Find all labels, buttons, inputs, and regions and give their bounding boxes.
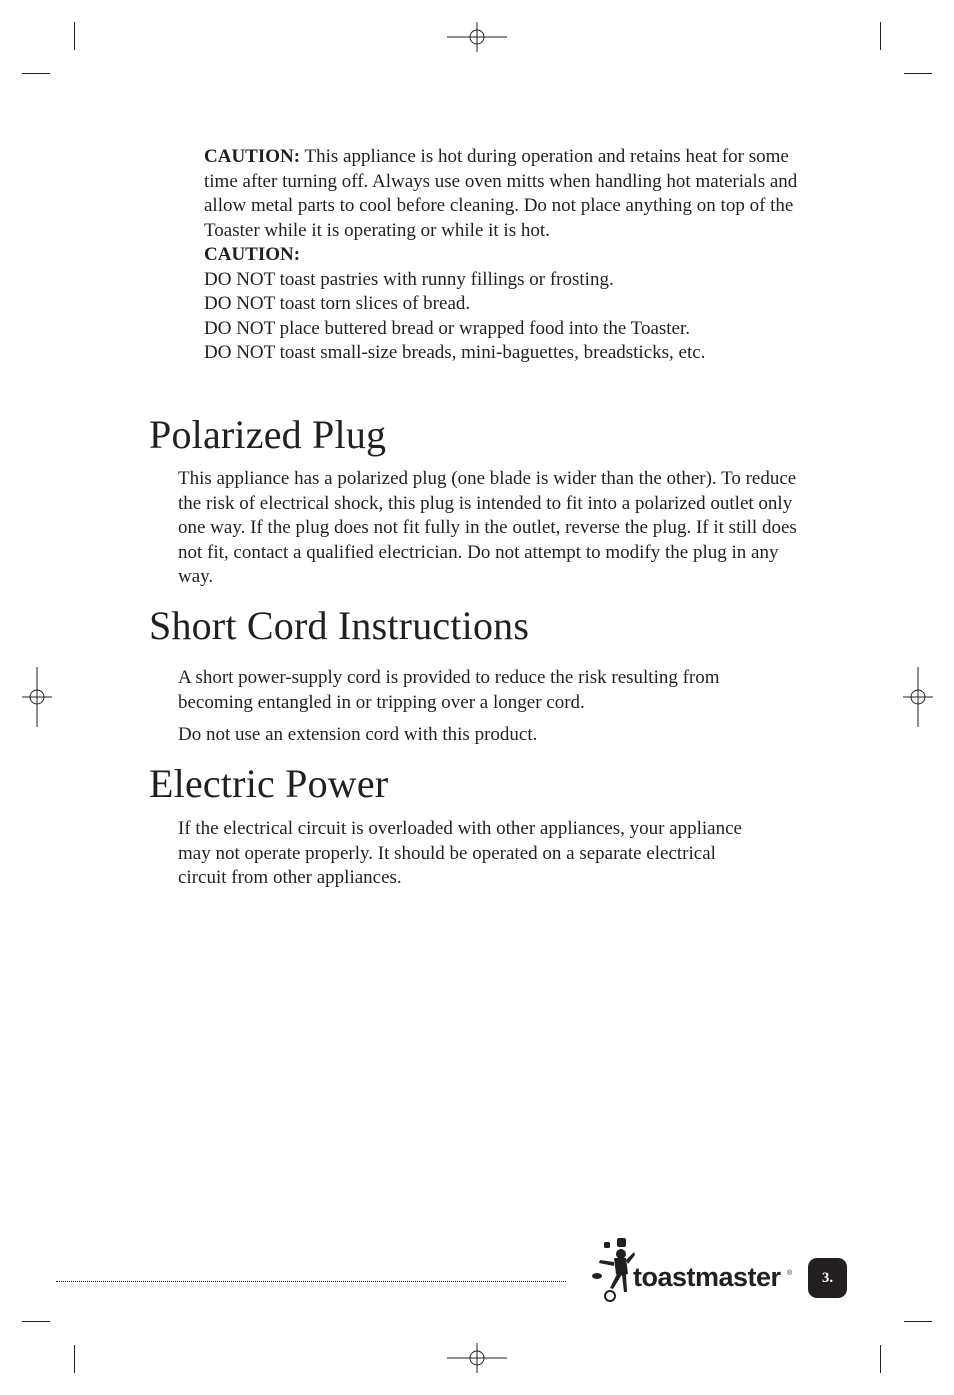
registration-mark-bottom xyxy=(447,1343,507,1373)
crop-mark-top-left-v xyxy=(74,22,75,50)
crop-mark-bottom-right-h xyxy=(904,1321,932,1322)
short-cord-text-2: Do not use an extension cord with this product. xyxy=(178,724,538,745)
caution-paragraph xyxy=(204,145,804,243)
registration-mark-right xyxy=(903,667,933,727)
registration-mark-left xyxy=(22,667,52,727)
caution-label: CAUTION: xyxy=(204,146,301,167)
short-cord-body xyxy=(178,666,778,748)
caution-item: DO NOT toast small-size breads, mini-baguettes, breadsticks, etc. xyxy=(204,342,706,363)
crop-mark-top-right-h xyxy=(904,73,932,74)
toastmaster-mascot-icon xyxy=(590,1236,636,1302)
polarized-plug-body xyxy=(178,467,803,590)
crop-mark-bottom-left-h xyxy=(22,1321,50,1322)
caution-item: DO NOT toast pastries with runny fillings or frosting. xyxy=(204,268,614,290)
crop-mark-top-right-v xyxy=(880,22,881,50)
caution-block xyxy=(204,145,804,366)
brand-wordmark: toastmaster xyxy=(633,1262,781,1292)
polarized-plug-text: This appliance has a polarized plug (one blade is wider than the other). To reduce the risk of electrical shock, this plug is intended to fit into a polarized outlet only one way. If the plug does not fit fully in the outlet, reverse the plug. If it still does not fit, contact a qualified electrician. Do not attempt to modify the plug in any way. xyxy=(178,468,797,587)
electric-power-body xyxy=(178,817,763,891)
crop-mark-bottom-left-v xyxy=(74,1345,75,1373)
caution-item: DO NOT toast torn slices of bread. xyxy=(204,293,471,314)
section-heading-short-cord: Short Cord Instructions xyxy=(149,603,530,648)
crop-mark-top-left-h xyxy=(22,73,50,74)
caution-text: This appliance is hot during operation and retains heat for some time after turning off. Always use oven mitts when handling hot materials and allow metal parts to cool before cleaning. Do not place anything on top of the Toaster while it is operating or while it is hot. xyxy=(204,146,798,241)
page-number: 3. xyxy=(821,1269,834,1286)
caution-label-2: CAUTION: xyxy=(204,244,301,265)
section-heading-polarized-plug: Polarized Plug xyxy=(149,412,387,457)
page-number-badge xyxy=(808,1258,847,1298)
short-cord-text: A short power-supply cord is provided to reduce the risk resulting from becoming entangled in or tripping over a longer cord. xyxy=(178,667,720,713)
registered-mark: ® xyxy=(787,1270,793,1277)
footer-dotted-rule xyxy=(56,1281,566,1282)
crop-mark-bottom-right-v xyxy=(880,1345,881,1373)
electric-power-text: If the electrical circuit is overloaded with other appliances, your appliance may not operate properly. It should be operated on a separate electrical circuit from other appliances. xyxy=(178,818,742,888)
registration-mark-top xyxy=(447,22,507,52)
section-heading-electric-power: Electric Power xyxy=(149,761,389,806)
caution-item: DO NOT place buttered bread or wrapped food into the Toaster. xyxy=(204,317,691,339)
